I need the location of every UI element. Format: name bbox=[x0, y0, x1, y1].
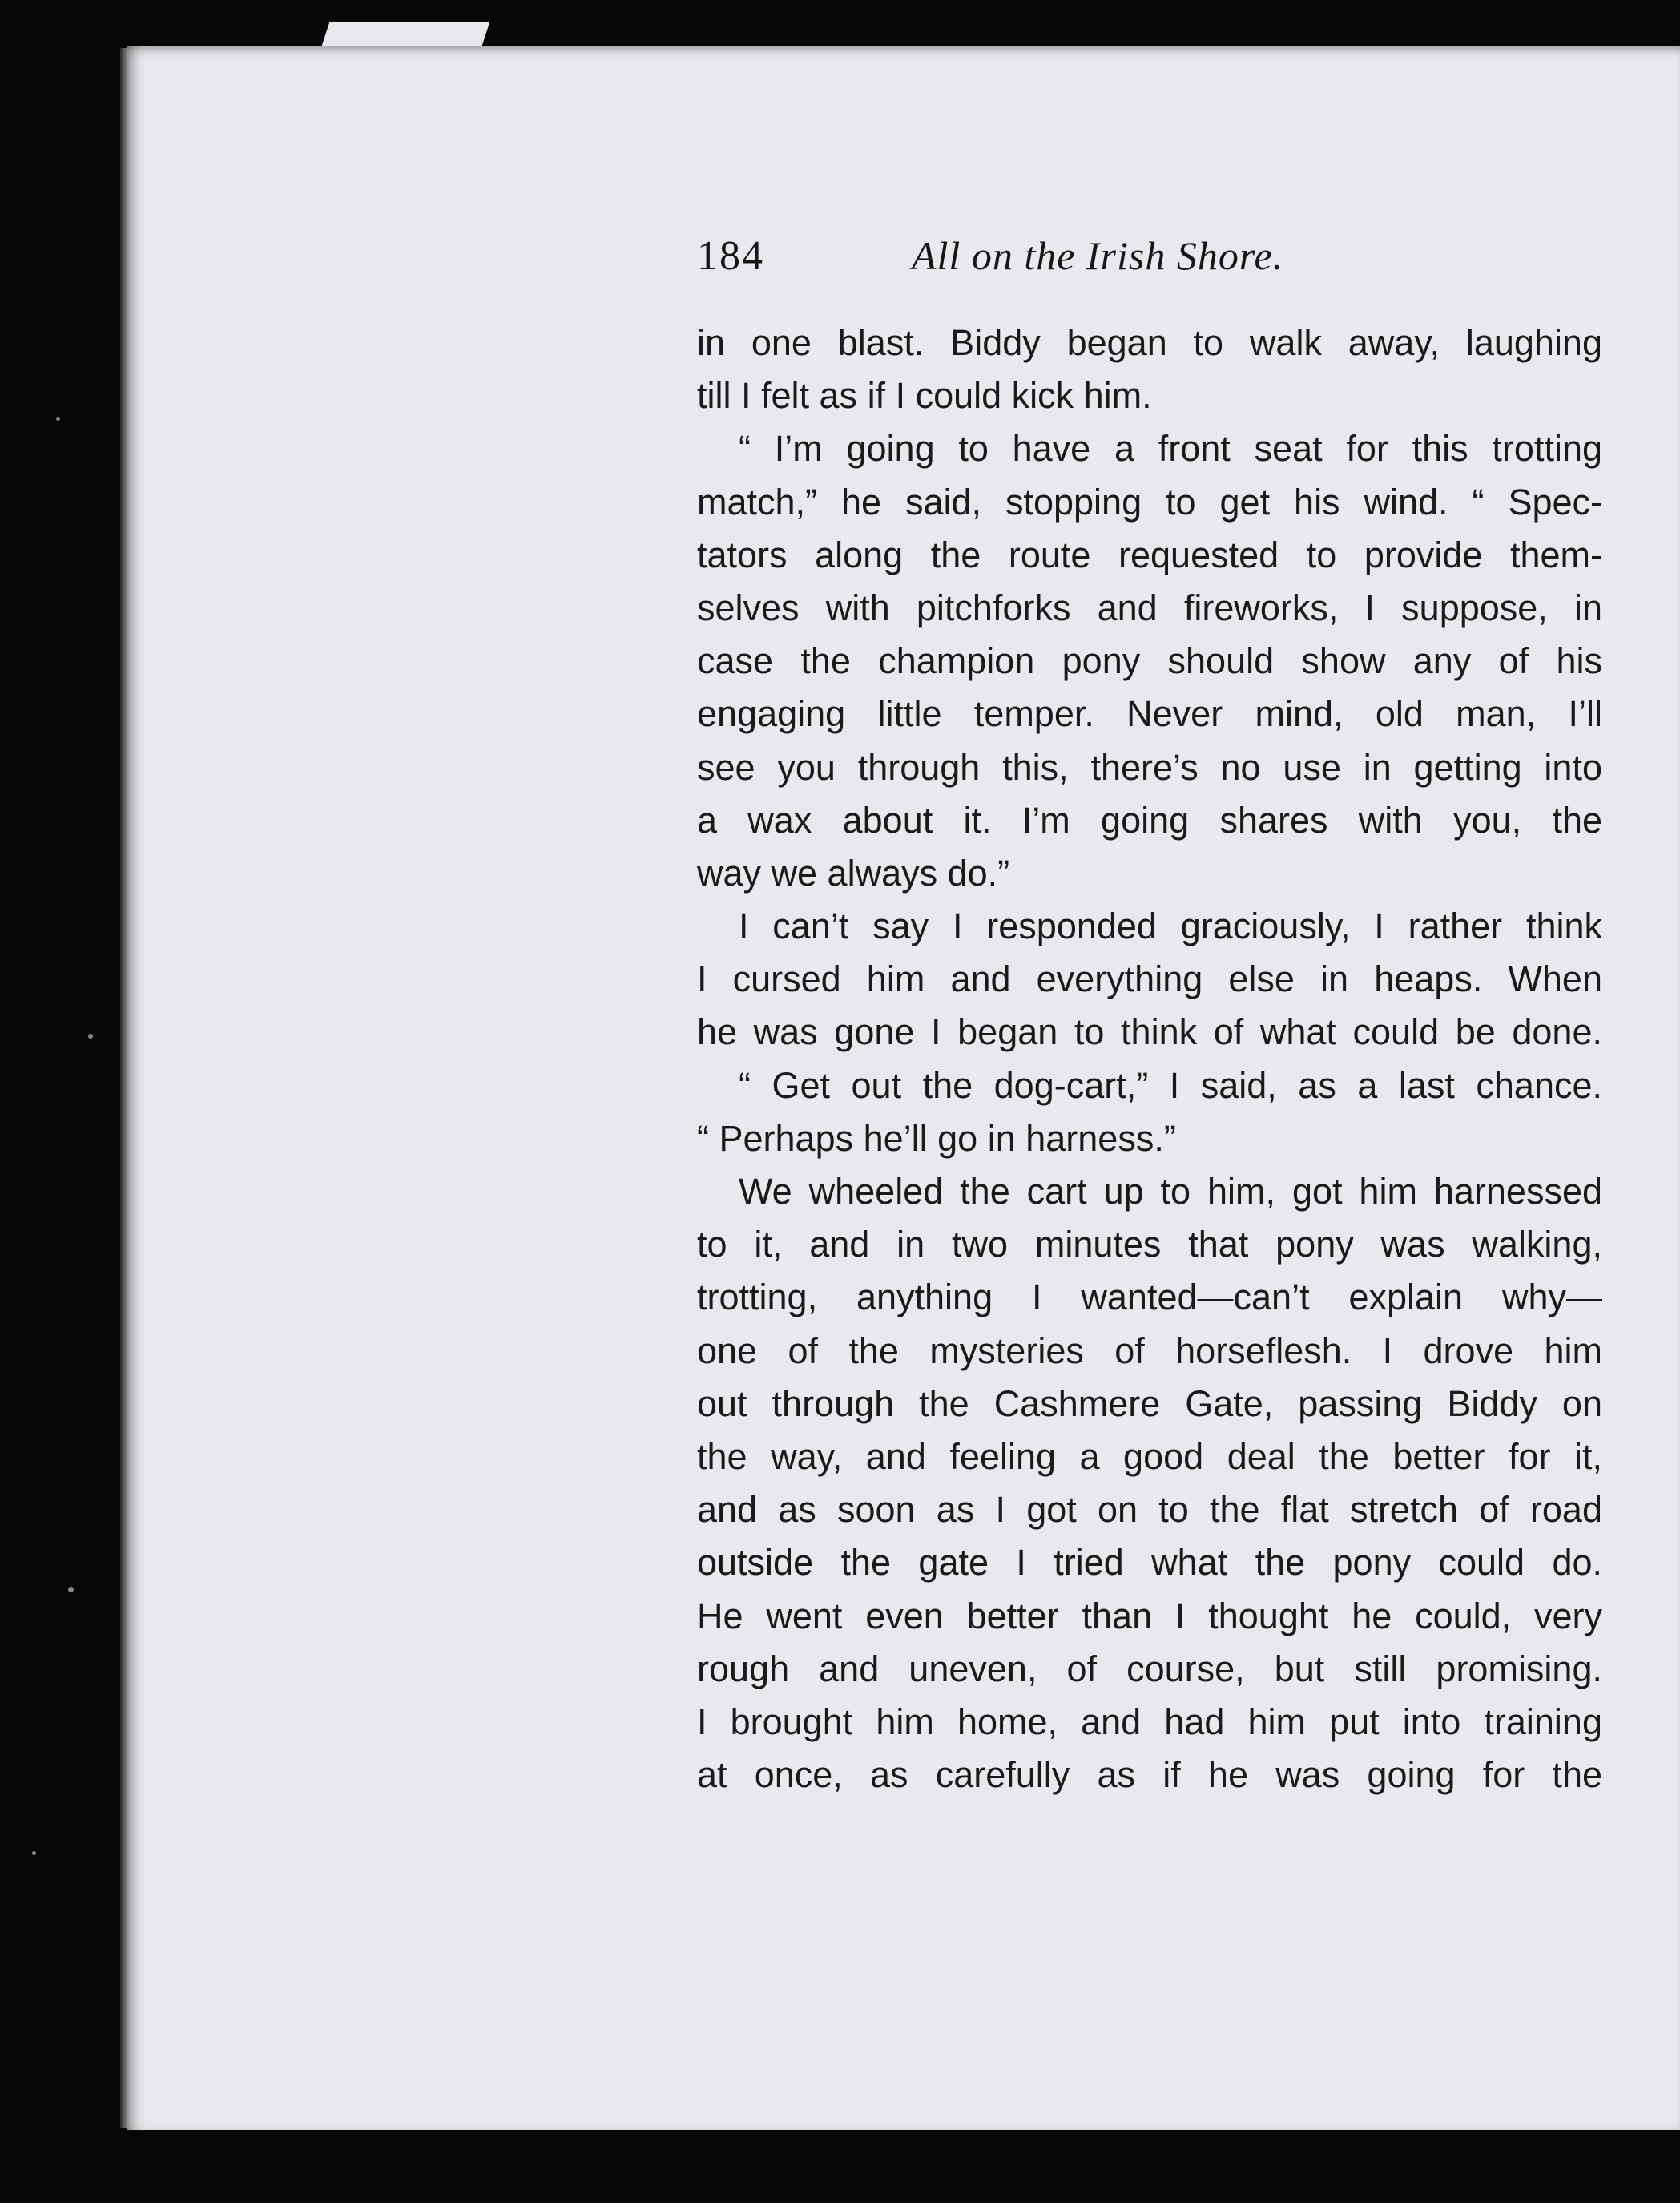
text-line: till I felt as if I could kick him. bbox=[697, 375, 1152, 417]
scan-speck bbox=[32, 1851, 36, 1855]
text-line: engaging little temper. Never mind, old man, I’ll bbox=[697, 693, 1602, 735]
text-line: to it, and in two minutes that pony was walking, bbox=[697, 1224, 1602, 1265]
text-line: see you through this, there’s no use in getting into bbox=[697, 746, 1602, 788]
text-line: in one blast. Biddy began to walk away, laughing bbox=[697, 322, 1602, 363]
text-line: “ Get out the dog-cart,” I said, as a last chance. bbox=[739, 1064, 1602, 1106]
text-line: rough and uneven, of course, but still promising. bbox=[697, 1648, 1602, 1689]
body-text bbox=[697, 317, 1602, 1802]
text-line: trotting, anything I wanted—can’t explain why— bbox=[697, 1277, 1602, 1318]
text-line: “ I’m going to have a front seat for this trotting bbox=[739, 428, 1602, 470]
text-line: at once, as carefully as if he was going for the bbox=[697, 1754, 1602, 1796]
text-line: “ Perhaps he’ll go in harness.” bbox=[697, 1117, 1176, 1159]
scan-speck bbox=[68, 1587, 74, 1592]
text-line: match,” he said, stopping to get his wind. “ Spec- bbox=[697, 481, 1602, 523]
page-number: 184 bbox=[697, 233, 764, 279]
text-line: outside the gate I tried what the pony could do. bbox=[697, 1542, 1602, 1584]
text-line: one of the mysteries of horseflesh. I drove him bbox=[697, 1329, 1602, 1371]
text-line: a wax about it. I’m going shares with you, the bbox=[697, 799, 1602, 841]
text-line: case the champion pony should show any of his bbox=[697, 640, 1602, 682]
scan-speck bbox=[56, 417, 60, 421]
text-line: way we always do.” bbox=[697, 852, 1010, 894]
text-line: selves with pitchforks and fireworks, I suppose, in bbox=[697, 587, 1602, 628]
text-line: He went even better than I thought he could, very bbox=[697, 1595, 1602, 1636]
scan-speck bbox=[88, 1034, 93, 1039]
text-line: I cursed him and everything else in heaps. When bbox=[697, 958, 1602, 1000]
text-line: tators along the route requested to provide them- bbox=[697, 534, 1602, 575]
text-line: and as soon as I got on to the flat stretch of road bbox=[697, 1489, 1602, 1531]
running-header bbox=[697, 232, 1610, 297]
text-line: I brought him home, and had him put into training bbox=[697, 1701, 1602, 1742]
text-line: I can’t say I responded graciously, I rather think bbox=[739, 906, 1602, 947]
text-line: out through the Cashmere Gate, passing Biddy on bbox=[697, 1382, 1602, 1424]
text-line: the way, and feeling a good deal the better for it, bbox=[697, 1435, 1602, 1477]
text-line: We wheeled the cart up to him, got him harnessed bbox=[739, 1171, 1602, 1212]
running-title: All on the Irish Shore. bbox=[912, 233, 1284, 278]
text-line: he was gone I began to think of what could be done. bbox=[697, 1011, 1602, 1053]
